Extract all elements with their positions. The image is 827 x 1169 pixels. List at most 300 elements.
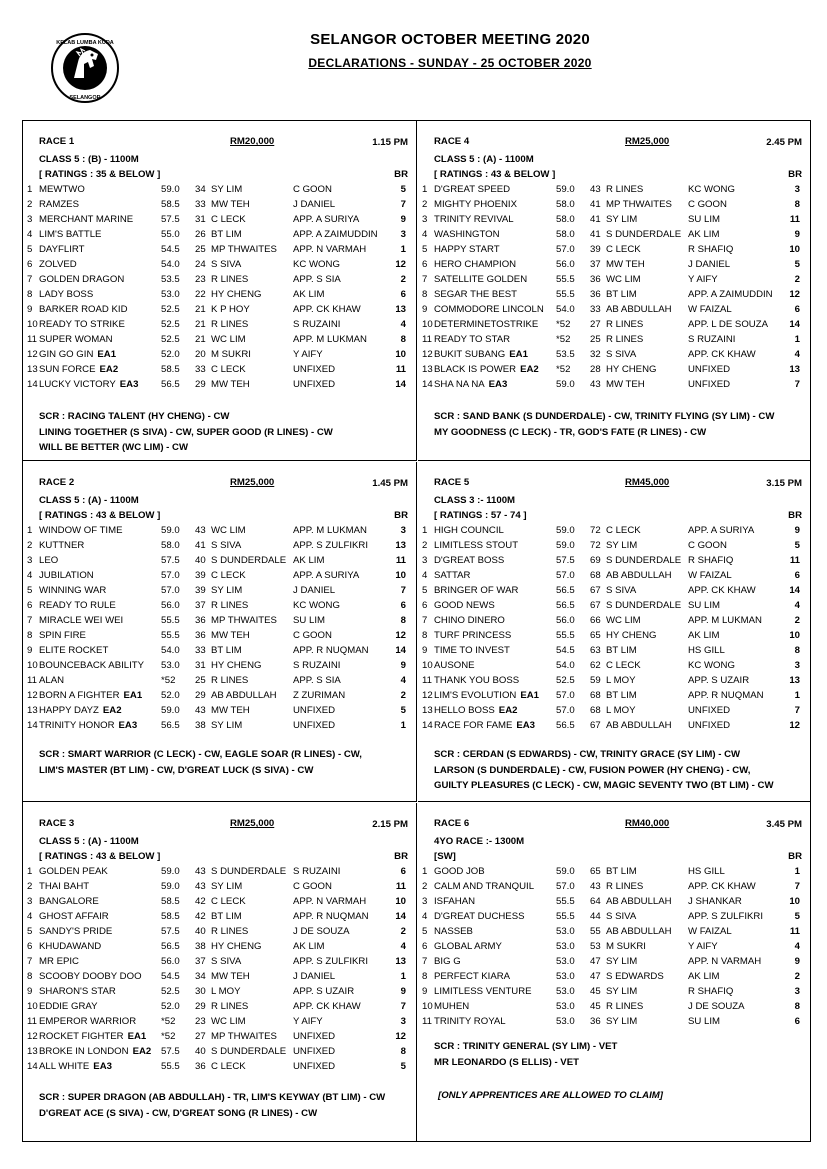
horse-name-text: SEGAR THE BEST bbox=[434, 289, 517, 300]
rating: 30 bbox=[195, 986, 206, 997]
horse-name bbox=[434, 924, 473, 939]
jockey: S SIVA bbox=[606, 911, 637, 922]
race-prize: RM40,000 bbox=[625, 818, 670, 829]
barrier: 5 bbox=[794, 259, 800, 270]
runner-list bbox=[23, 864, 416, 1074]
declarations-grid bbox=[22, 120, 811, 1142]
horse-name bbox=[39, 613, 123, 628]
jockey: SY LIM bbox=[606, 1016, 638, 1027]
rating: 37 bbox=[195, 956, 206, 967]
weight: 56.5 bbox=[161, 379, 180, 390]
rating: 41 bbox=[590, 229, 601, 240]
barrier: 6 bbox=[400, 600, 406, 611]
jockey: R LINES bbox=[606, 184, 644, 195]
race-rating: [ RATINGS : 43 & BELOW ] bbox=[434, 169, 556, 180]
rating: 69 bbox=[590, 555, 601, 566]
barrier: 3 bbox=[400, 229, 406, 240]
rating: 21 bbox=[195, 304, 206, 315]
runner-number: 11 bbox=[422, 1016, 432, 1027]
barrier: 8 bbox=[794, 199, 800, 210]
horse-name-text: EMPEROR WARRIOR bbox=[39, 1016, 137, 1027]
barrier: 12 bbox=[395, 259, 406, 270]
apprentice-note: [ONLY APPRENTICES ARE ALLOWED TO CLAIM] bbox=[438, 1090, 663, 1101]
horse-name bbox=[39, 658, 144, 673]
weight: 54.5 bbox=[161, 971, 180, 982]
runner-number: 3 bbox=[27, 896, 33, 907]
horse-name bbox=[39, 227, 101, 242]
horse-name-text: LIM'S EVOLUTION bbox=[434, 690, 517, 701]
horse-name-text: LUCKY VICTORY bbox=[39, 379, 116, 390]
horse-name-text: ZOLVED bbox=[39, 259, 77, 270]
rating: 39 bbox=[195, 585, 206, 596]
weight: 57.5 bbox=[161, 926, 180, 937]
jockey: R LINES bbox=[211, 319, 249, 330]
horse-name-text: BROKE IN LONDON bbox=[39, 1046, 129, 1057]
race-name: RACE 5 bbox=[434, 477, 470, 488]
trainer: APP. A ZAIMUDDIN bbox=[293, 229, 378, 240]
trainer: KC WONG bbox=[293, 600, 340, 611]
barrier: 7 bbox=[400, 585, 406, 596]
runner-number: 7 bbox=[422, 956, 428, 967]
runner-number: 5 bbox=[27, 926, 33, 937]
horse-name bbox=[39, 628, 86, 643]
rating: 34 bbox=[195, 184, 206, 195]
barrier: 2 bbox=[794, 274, 800, 285]
horse-name bbox=[39, 182, 85, 197]
jockey: MW TEH bbox=[606, 259, 645, 270]
jockey: WC LIM bbox=[211, 334, 246, 345]
jockey: R LINES bbox=[606, 334, 644, 345]
jockey: S DUNDERDALE bbox=[606, 229, 682, 240]
runner-number: 8 bbox=[27, 289, 33, 300]
runner-number: 7 bbox=[27, 274, 33, 285]
trainer: APP. CK KHAW bbox=[293, 1001, 361, 1012]
jockey: S DUNDERDALE bbox=[606, 600, 682, 611]
runner-number: 10 bbox=[27, 319, 38, 330]
barrier: 4 bbox=[794, 349, 800, 360]
trainer: J DANIEL bbox=[688, 259, 731, 270]
rating: 47 bbox=[590, 971, 601, 982]
rating: 27 bbox=[590, 319, 601, 330]
jockey: SY LIM bbox=[211, 881, 243, 892]
horse-name-text: LIMITLESS VENTURE bbox=[434, 986, 532, 997]
race-time: 3.15 PM bbox=[766, 478, 802, 489]
jockey: S SIVA bbox=[606, 349, 637, 360]
horse-name-text: COMMODORE LINCOLN bbox=[434, 304, 544, 315]
trainer: C GOON bbox=[688, 199, 727, 210]
rating: 29 bbox=[195, 379, 206, 390]
trainer: AK LIM bbox=[688, 971, 720, 982]
jockey: MW TEH bbox=[211, 705, 250, 716]
barrier: 14 bbox=[395, 379, 406, 390]
trainer: R SHAFIQ bbox=[688, 244, 734, 255]
runner-number: 2 bbox=[27, 540, 33, 551]
jockey: BT LIM bbox=[606, 690, 637, 701]
emergency-tag: EA1 bbox=[123, 690, 143, 701]
weight: 52.0 bbox=[161, 1001, 180, 1012]
jockey: C LECK bbox=[606, 244, 641, 255]
race-name: RACE 1 bbox=[39, 136, 75, 147]
horse-name bbox=[39, 1014, 136, 1029]
horse-name-text: LEO bbox=[39, 555, 59, 566]
rating: 39 bbox=[195, 570, 206, 581]
trainer: AK LIM bbox=[293, 941, 325, 952]
rating: 43 bbox=[195, 866, 206, 877]
jockey: WC LIM bbox=[211, 525, 246, 536]
weight: 53.5 bbox=[556, 349, 575, 360]
horse-name bbox=[39, 377, 138, 392]
scratching-line: LINING TOGETHER (S SIVA) - CW, SUPER GOOD (R LINES) - CW bbox=[39, 426, 333, 438]
jockey: SY LIM bbox=[606, 214, 638, 225]
barrier: 9 bbox=[400, 986, 406, 997]
weight: 57.0 bbox=[556, 705, 575, 716]
horse-name-text: LIM'S BATTLE bbox=[39, 229, 102, 240]
rating: 23 bbox=[195, 274, 206, 285]
weight: 59.0 bbox=[556, 379, 575, 390]
horse-name bbox=[434, 197, 517, 212]
runner-number: 6 bbox=[422, 600, 428, 611]
runner-number: 6 bbox=[27, 600, 33, 611]
rating: 40 bbox=[195, 1046, 206, 1057]
jockey: S EDWARDS bbox=[606, 971, 664, 982]
race-header bbox=[418, 818, 810, 830]
barrier: 4 bbox=[794, 941, 800, 952]
trainer: UNFIXED bbox=[293, 705, 336, 716]
runner-row bbox=[418, 257, 810, 272]
trainer: APP. CK KHAW bbox=[688, 585, 756, 596]
weight: 58.0 bbox=[161, 540, 180, 551]
horse-name-text: GLOBAL ARMY bbox=[434, 941, 502, 952]
rating: 65 bbox=[590, 630, 601, 641]
jockey: R LINES bbox=[211, 675, 249, 686]
horse-name-text: TURF PRINCESS bbox=[434, 630, 512, 641]
weight: *52 bbox=[556, 319, 571, 330]
trainer: R SHAFIQ bbox=[688, 555, 734, 566]
barrier: 1 bbox=[400, 720, 406, 731]
weight: 57.5 bbox=[556, 555, 575, 566]
horse-name bbox=[434, 954, 461, 969]
runner-number: 6 bbox=[422, 941, 428, 952]
scratching-line: SCR : TRINITY GENERAL (SY LIM) - VET bbox=[434, 1041, 618, 1052]
weight: 52.0 bbox=[161, 690, 180, 701]
rating: 67 bbox=[590, 720, 601, 731]
runner-row bbox=[418, 523, 810, 538]
rating: 72 bbox=[590, 540, 601, 551]
horse-name bbox=[434, 242, 500, 257]
horse-name bbox=[434, 227, 500, 242]
weight: 55.5 bbox=[556, 911, 575, 922]
runner-row bbox=[23, 1059, 416, 1074]
horse-name bbox=[39, 598, 116, 613]
race-header bbox=[418, 477, 810, 489]
rating: 36 bbox=[590, 274, 601, 285]
weight: 57.0 bbox=[556, 244, 575, 255]
horse-name-text: WASHINGTON bbox=[434, 229, 500, 240]
jockey: BT LIM bbox=[606, 866, 637, 877]
horse-name-text: DAYFLIRT bbox=[39, 244, 85, 255]
horse-name bbox=[434, 317, 538, 332]
rating: 43 bbox=[590, 379, 601, 390]
jockey: WC LIM bbox=[606, 274, 641, 285]
runner-row bbox=[418, 212, 810, 227]
race-time: 1.45 PM bbox=[372, 478, 408, 489]
runner-row bbox=[23, 362, 416, 377]
rating: 42 bbox=[195, 911, 206, 922]
barrier: 3 bbox=[400, 525, 406, 536]
runner-row bbox=[418, 1014, 810, 1029]
club-logo bbox=[50, 32, 120, 104]
barrier: 10 bbox=[395, 896, 406, 907]
jockey: S SIVA bbox=[606, 585, 637, 596]
weight: 56.0 bbox=[161, 956, 180, 967]
emergency-tag: EA3 bbox=[118, 720, 138, 731]
barrier: 10 bbox=[789, 630, 800, 641]
horse-name-text: TIME TO INVEST bbox=[434, 645, 510, 656]
runner-row bbox=[23, 939, 416, 954]
horse-name-text: SCOOBY DOOBY DOO bbox=[39, 971, 142, 982]
race-rating: [ RATINGS : 57 - 74 ] bbox=[434, 510, 527, 521]
race-rating: [ RATINGS : 43 & BELOW ] bbox=[39, 851, 161, 862]
horse-name-text: ROCKET FIGHTER bbox=[39, 1031, 124, 1042]
race-header bbox=[23, 136, 416, 148]
horse-name-text: NASSEB bbox=[434, 926, 473, 937]
runner-row bbox=[23, 287, 416, 302]
barrier-header: BR bbox=[394, 851, 408, 862]
runner-row bbox=[418, 999, 810, 1014]
barrier: 9 bbox=[400, 214, 406, 225]
rating: 25 bbox=[590, 334, 601, 345]
race-class: CLASS 3 :- 1100M bbox=[434, 495, 516, 506]
barrier: 10 bbox=[395, 349, 406, 360]
barrier: 8 bbox=[400, 615, 406, 626]
runner-row bbox=[418, 673, 810, 688]
barrier: 10 bbox=[395, 570, 406, 581]
horse-name bbox=[39, 643, 108, 658]
runner-row bbox=[418, 954, 810, 969]
horse-name-text: READY TO STAR bbox=[434, 334, 511, 345]
runner-number: 14 bbox=[27, 1061, 38, 1072]
scratching-line: SCR : RACING TALENT (HY CHENG) - CW bbox=[39, 411, 230, 422]
horse-name-text: LADY BOSS bbox=[39, 289, 94, 300]
runner-row bbox=[418, 302, 810, 317]
rating: 40 bbox=[195, 926, 206, 937]
barrier: 10 bbox=[789, 244, 800, 255]
race-prize: RM25,000 bbox=[625, 136, 670, 147]
horse-name bbox=[434, 939, 502, 954]
runner-number: 12 bbox=[27, 690, 38, 701]
barrier: 1 bbox=[794, 334, 800, 345]
trainer: APP. N VARMAH bbox=[293, 896, 367, 907]
barrier: 1 bbox=[400, 971, 406, 982]
trainer: UNFIXED bbox=[293, 1061, 336, 1072]
horse-name-text: D'GREAT DUCHESS bbox=[434, 911, 525, 922]
runner-list bbox=[418, 182, 810, 392]
runner-number: 10 bbox=[27, 660, 38, 671]
emergency-tag: EA1 bbox=[127, 1031, 147, 1042]
horse-name-text: PERFECT KIARA bbox=[434, 971, 511, 982]
horse-name-text: ALAN bbox=[39, 675, 65, 686]
runner-row bbox=[23, 197, 416, 212]
horse-name bbox=[39, 302, 128, 317]
horse-name-text: LIMITLESS STOUT bbox=[434, 540, 519, 551]
emergency-tag: EA3 bbox=[516, 720, 536, 731]
trainer: UNFIXED bbox=[293, 720, 336, 731]
runner-number: 11 bbox=[27, 334, 37, 345]
horse-name bbox=[434, 658, 475, 673]
horse-name bbox=[39, 1059, 112, 1074]
rating: 33 bbox=[195, 199, 206, 210]
jockey: BT LIM bbox=[211, 911, 242, 922]
runner-number: 5 bbox=[422, 926, 428, 937]
runner-number: 14 bbox=[422, 379, 433, 390]
horse-name-text: SANDY'S PRIDE bbox=[39, 926, 113, 937]
trainer: APP. S SIA bbox=[293, 675, 341, 686]
horse-name-text: BORN A FIGHTER bbox=[39, 690, 120, 701]
runner-list bbox=[23, 182, 416, 392]
runner-number: 10 bbox=[422, 660, 433, 671]
rating: 22 bbox=[195, 289, 206, 300]
horse-name bbox=[434, 287, 517, 302]
barrier: 12 bbox=[395, 630, 406, 641]
logo-text-bottom: SELANGOR bbox=[69, 95, 101, 101]
runner-row bbox=[418, 864, 810, 879]
emergency-tag: EA3 bbox=[93, 1061, 112, 1072]
runner-number: 8 bbox=[27, 630, 33, 641]
runner-number: 4 bbox=[27, 570, 33, 581]
rating: 25 bbox=[195, 675, 206, 686]
barrier: 14 bbox=[395, 911, 406, 922]
scratching-line: MY GOODNESS (C LECK) - TR, GOD'S FATE (R LINES) - CW bbox=[434, 426, 707, 438]
weight: 58.0 bbox=[556, 229, 575, 240]
jockey: C LECK bbox=[606, 525, 641, 536]
emergency-tag: EA2 bbox=[520, 364, 539, 375]
runner-number: 4 bbox=[27, 911, 33, 922]
scratching-line: GUILTY PLEASURES (C LECK) - CW, MAGIC SEVENTY TWO (BT LIM) - CW bbox=[434, 780, 774, 791]
trainer: UNFIXED bbox=[688, 720, 731, 731]
rating: 34 bbox=[195, 971, 206, 982]
weight: 53.0 bbox=[556, 1016, 575, 1027]
trainer: J DE SOUZA bbox=[293, 926, 350, 937]
rating: 31 bbox=[195, 660, 206, 671]
horse-name bbox=[39, 583, 106, 598]
trainer: J DANIEL bbox=[293, 585, 336, 596]
trainer: APP. A SURIYA bbox=[688, 525, 755, 536]
runner-number: 1 bbox=[422, 525, 428, 536]
trainer: SU LIM bbox=[293, 615, 325, 626]
barrier: 2 bbox=[400, 690, 406, 701]
rating: 53 bbox=[590, 941, 601, 952]
race-panel bbox=[23, 121, 417, 461]
barrier: 4 bbox=[794, 600, 800, 611]
jockey: K P HOY bbox=[211, 304, 250, 315]
horse-name bbox=[39, 954, 79, 969]
runner-row bbox=[418, 688, 810, 703]
jockey: M SUKRI bbox=[606, 941, 646, 952]
weight: 53.0 bbox=[556, 986, 575, 997]
barrier: 13 bbox=[395, 956, 406, 967]
rating: 66 bbox=[590, 615, 601, 626]
weight: 59.0 bbox=[556, 184, 575, 195]
horse-name-text: SPIN FIRE bbox=[39, 630, 86, 641]
scratchings bbox=[434, 409, 774, 440]
horse-name bbox=[39, 197, 79, 212]
trainer: UNFIXED bbox=[688, 705, 731, 716]
jockey: C LECK bbox=[211, 214, 246, 225]
rating: 28 bbox=[590, 364, 601, 375]
race-name: RACE 4 bbox=[434, 136, 470, 147]
horse-name bbox=[39, 272, 124, 287]
jockey: S SIVA bbox=[211, 956, 242, 967]
barrier: 9 bbox=[794, 525, 800, 536]
barrier: 2 bbox=[794, 971, 800, 982]
runner-row bbox=[418, 538, 810, 553]
runner-row bbox=[23, 317, 416, 332]
runner-row bbox=[23, 954, 416, 969]
weight: 53.0 bbox=[556, 971, 575, 982]
barrier: 12 bbox=[789, 289, 800, 300]
runner-row bbox=[418, 362, 810, 377]
trainer: S RUZAINI bbox=[293, 319, 341, 330]
runner-number: 2 bbox=[422, 199, 428, 210]
rating: 29 bbox=[195, 1001, 206, 1012]
horse-name bbox=[39, 909, 109, 924]
runner-number: 6 bbox=[422, 259, 428, 270]
runner-number: 13 bbox=[27, 364, 38, 375]
emergency-tag: EA3 bbox=[119, 379, 139, 390]
jockey: HY CHENG bbox=[606, 630, 657, 641]
scratching-line: LARSON (S DUNDERDALE) - CW, FUSION POWER (HY CHENG) - CW, bbox=[434, 764, 751, 776]
rating: 42 bbox=[195, 896, 206, 907]
trainer: APP. S SIA bbox=[293, 274, 341, 285]
runner-row bbox=[418, 242, 810, 257]
runner-number: 8 bbox=[422, 630, 428, 641]
rating: 63 bbox=[590, 645, 601, 656]
horse-name bbox=[434, 864, 485, 879]
trainer: SU LIM bbox=[688, 600, 720, 611]
barrier: 2 bbox=[400, 274, 406, 285]
trainer: APP. CK KHAW bbox=[688, 349, 756, 360]
runner-number: 12 bbox=[422, 349, 433, 360]
horse-name bbox=[434, 347, 528, 362]
scratching-line: SCR : SMART WARRIOR (C LECK) - CW, EAGLE SOAR (R LINES) - CW, bbox=[39, 749, 362, 760]
weight: 59.0 bbox=[556, 525, 575, 536]
runner-number: 9 bbox=[422, 986, 428, 997]
runner-number: 4 bbox=[422, 229, 428, 240]
weight: 57.0 bbox=[161, 585, 180, 596]
jockey: AB ABDULLAH bbox=[606, 304, 672, 315]
horse-name-text: HERO CHAMPION bbox=[434, 259, 517, 270]
emergency-tag: EA1 bbox=[509, 349, 528, 360]
trainer: APP. R NUQMAN bbox=[293, 911, 369, 922]
rating: 43 bbox=[590, 184, 601, 195]
jockey: S DUNDERDALE bbox=[211, 866, 287, 877]
horse-name-text: TRINITY HONOR bbox=[39, 720, 115, 731]
runner-number: 13 bbox=[27, 705, 38, 716]
jockey: AB ABDULLAH bbox=[606, 570, 672, 581]
horse-name-text: KUTTNER bbox=[39, 540, 85, 551]
weight: 58.5 bbox=[161, 911, 180, 922]
page-title: SELANGOR OCTOBER MEETING 2020 bbox=[310, 31, 590, 48]
jockey: C LECK bbox=[211, 896, 246, 907]
trainer: S RUZAINI bbox=[293, 660, 341, 671]
weight: 55.5 bbox=[161, 630, 180, 641]
rating: 59 bbox=[590, 675, 601, 686]
runner-row bbox=[418, 583, 810, 598]
jockey: R LINES bbox=[211, 274, 249, 285]
horse-name bbox=[39, 568, 94, 583]
barrier: 11 bbox=[395, 881, 406, 892]
horse-name bbox=[434, 553, 504, 568]
